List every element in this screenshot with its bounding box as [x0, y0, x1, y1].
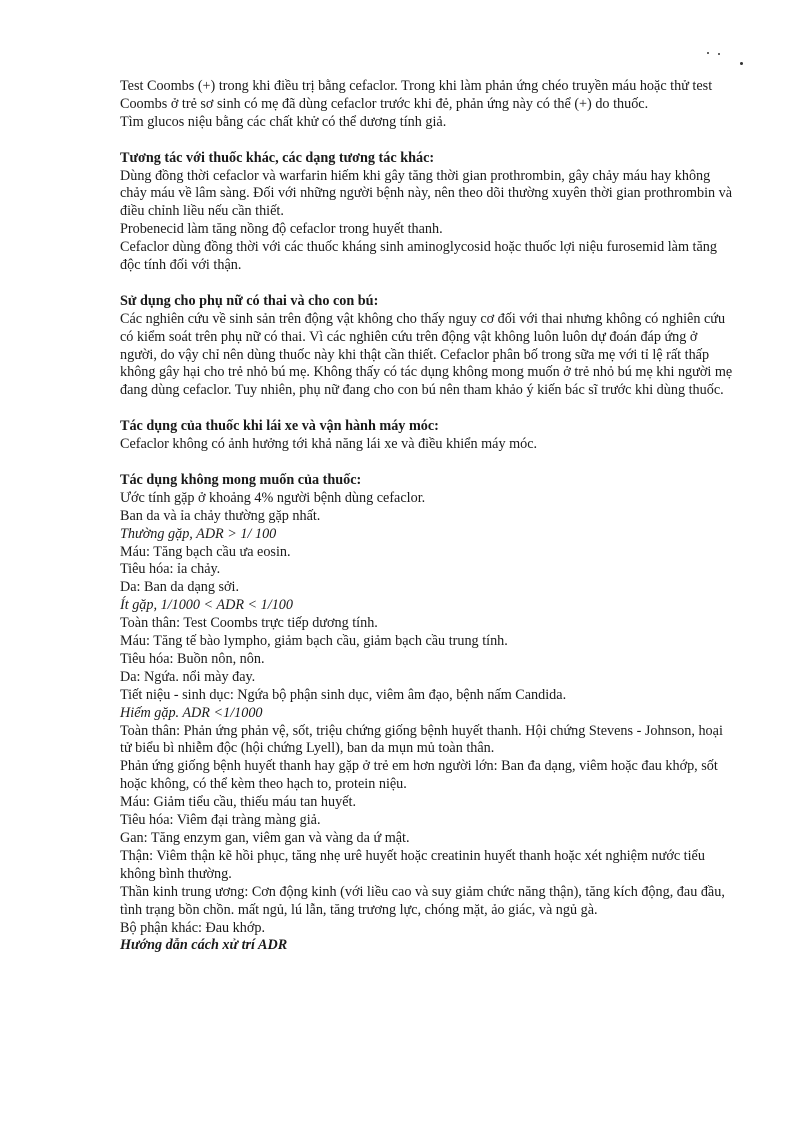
paragraph: Gan: Tăng enzym gan, viêm gan và vàng da ứ mật. — [120, 830, 410, 846]
paragraph: Phản ứng giống bệnh huyết thanh hay gặp ở trẻ em hơn người lớn: Ban đa dạng, viêm hoặc đau khớp, sốt hoặc không, có thể kèm theo hạch to, protein niệu. — [120, 758, 718, 793]
subheading: Thường gặp, ADR > 1/ 100 — [120, 525, 277, 542]
paragraph: Probenecid làm tăng nồng độ cefaclor trong huyết thanh. — [120, 221, 443, 238]
paragraph: Ước tính gặp ở khoảng 4% người bệnh dùng cefaclor. — [120, 489, 426, 506]
scan-speck — [707, 52, 709, 54]
subheading: Hướng dẫn cách xử trí ADR — [120, 937, 288, 954]
paragraph: Máu: Tăng tế bào lympho, giảm bạch cầu, giảm bạch cầu trung tính. — [120, 633, 508, 650]
subheading: Hiếm gặp. ADR <1/1000 — [120, 704, 263, 721]
scan-speck — [740, 62, 743, 65]
paragraph: Toàn thân: Phản ứng phản vệ, sốt, triệu chứng giống bệnh huyết thanh. Hội chứng Stevens - Johnson, hoại tử biểu bì nhiễm độc (hội chứng Lyell), ban da mụn mủ toàn thân. — [120, 722, 723, 757]
paragraph: Ban da và ỉa chảy thường gặp nhất. — [120, 507, 321, 524]
paragraph: Bộ phận khác: Đau khớp. — [120, 919, 266, 936]
subheading: Ít gặp, 1/1000 < ADR < 1/100 — [120, 597, 293, 614]
document-body — [120, 78, 735, 955]
paragraph-gap — [120, 275, 735, 293]
paragraph: Toàn thân: Test Coombs trực tiếp dương tính. — [120, 615, 378, 632]
paragraph-gap — [120, 132, 735, 150]
paragraph: Tiêu hóa: Buồn nôn, nôn. — [120, 650, 265, 667]
paragraph: Máu: Giảm tiểu cầu, thiếu máu tan huyết. — [120, 794, 356, 811]
paragraph: Test Coombs (+) trong khi điều trị bằng cefaclor. Trong khi làm phản ứng chéo truyền máu hoặc thử test Coombs ở trẻ sơ sinh có mẹ đã dùng cefaclor trước khi đẻ, phản ứng này có thể (+) do thuốc. — [120, 78, 713, 112]
paragraph: Máu: Tăng bạch cầu ưa eosin. — [120, 543, 291, 560]
paragraph: Tìm glucos niệu bằng các chất khử có thể dương tính giả. — [120, 113, 447, 130]
section-heading: Tác dụng không mong muốn của thuốc: — [120, 471, 362, 488]
scan-speck — [718, 53, 720, 55]
paragraph: Cefaclor dùng đồng thời với các thuốc kháng sinh aminoglycosid hoặc thuốc lợi niệu furosemid làm tăng độc tính đối với thận. — [120, 239, 717, 274]
section-heading: Tương tác với thuốc khác, các dạng tương tác khác: — [120, 149, 435, 166]
paragraph: Thận: Viêm thận kẽ hồi phục, tăng nhẹ urê huyết hoặc creatinin huyết thanh hoặc xét nghiệm nước tiểu không bình thường. — [120, 847, 705, 882]
paragraph: Cefaclor không có ảnh hưởng tới khả năng lái xe và điều khiển máy móc. — [120, 436, 538, 453]
paragraph: Da: Ngứa. nổi mày đay. — [120, 668, 256, 685]
paragraph-gap — [120, 400, 735, 418]
paragraph: Thần kinh trung ương: Cơn động kinh (với liều cao và suy giảm chức năng thận), tăng kích động, đau đầu, tình trạng bồn chồn. mất ngủ, lú lẫn, tăng trương lực, chóng mặt, ảo giác, và ngủ gà. — [120, 883, 725, 918]
paragraph: Da: Ban da dạng sởi. — [120, 579, 240, 596]
paragraph: Dùng đồng thời cefaclor và warfarin hiếm khi gây tăng thời gian prothrombin, gây chảy máu hay không chảy máu về lâm sàng. Đối với những người bệnh này, nên theo dõi thường xuyên thời gian prothrombin và điều chỉnh liều nếu cần thiết. — [120, 167, 733, 220]
section-heading: Sử dụng cho phụ nữ có thai và cho con bú: — [120, 292, 379, 309]
paragraph-gap — [120, 454, 735, 472]
paragraph: Tiêu hóa: ỉa chảy. — [120, 561, 221, 578]
paragraph: Tiêu hóa: Viêm đại tràng màng giả. — [120, 812, 321, 829]
paragraph: Các nghiên cứu về sinh sản trên động vật không cho thấy nguy cơ đối với thai nhưng không có nghiên cứu có kiểm soát trên phụ nữ có thai. Vì các nghiên cứu trên động vật không luôn luôn dự đoán đáp ứng ở người, do vậy chỉ nên dùng thuốc này khi thật cần thiết. Cefaclor phân bố trong sữa mẹ với tỉ lệ rất thấp không gây hại cho trẻ nhỏ bú mẹ. Không thấy có tác dụng không mong muốn ở trẻ nhỏ bú mẹ khi người mẹ đang dùng cefaclor. Tuy nhiên, phụ nữ đang cho con bú nên tham khảo ý kiến bác sĩ trước khi dùng thuốc. — [120, 310, 733, 399]
paragraph: Tiết niệu - sinh dục: Ngứa bộ phận sinh dục, viêm âm đạo, bệnh nấm Candida. — [120, 686, 567, 703]
section-heading: Tác dụng của thuốc khi lái xe và vận hành máy móc: — [120, 418, 439, 435]
